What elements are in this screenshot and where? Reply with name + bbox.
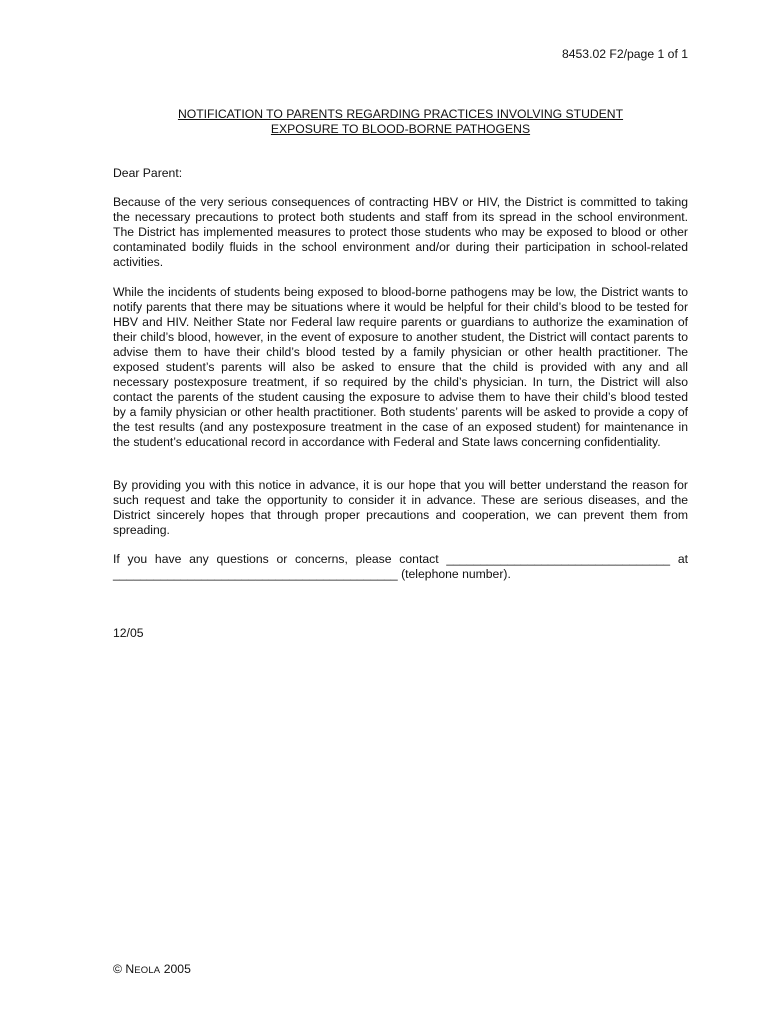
paragraph-3: By providing you with this notice in advance, it is our hope that you will better understand the reason for such request and take the opportunity to consider it in advance. These are serious diseases, and the District sincerely hopes that through proper precautions and cooperation, we can prevent them from spreading. (113, 478, 688, 537)
brand-rest: EOLA (134, 965, 161, 976)
salutation: Dear Parent: (113, 166, 183, 180)
copyright-footer (113, 962, 191, 976)
contact-paragraph (113, 552, 688, 582)
revision-date: 12/05 (113, 626, 144, 640)
brand-first-letter: N (125, 962, 135, 976)
title-line-1: NOTIFICATION TO PARENTS REGARDING PRACTICES INVOLVING STUDENT (177, 107, 624, 121)
copyright-symbol: © (113, 962, 122, 976)
title-line-2: EXPOSURE TO BLOOD-BORNE PATHOGENS (270, 122, 531, 136)
page-reference: 8453.02 F2/page 1 of 1 (561, 47, 688, 61)
paragraph-2: While the incidents of students being exposed to blood-borne pathogens may be low, the District wants to notify parents that there may be situations where it would be helpful for their child’s blood to be tested for HBV and HIV. Neither State nor Federal law require parents or guardians to authorize the examination of their child’s blood, however, in the event of exposure to another student, the District will contact parents to advise them to have their child’s blood tested by a family physician or other health practitioner. The exposed student’s parents will also be asked to ensure that the child is provided with any and all necessary postexposure treatment, if so required by the child’s physician. In turn, the District will also contact the parents of the student causing the exposure to advise them to have their child’s blood tested by a family physician or other health practitioner. Both students’ parents will be asked to provide a copy of the test results (and any postexposure treatment in the case of an exposed student) for maintenance in the student’s educational record in accordance with Federal and State laws concerning confidentiality. (113, 285, 688, 449)
document-title (113, 107, 688, 137)
phone-blank: __________________________________________ (113, 567, 398, 581)
phone-suffix: (telephone number). (401, 567, 511, 581)
paragraph-1: Because of the very serious consequences of contracting HBV or HIV, the District is committed to taking the necessary precautions to protect both students and staff from its spread in the school environment. The District has implemented measures to protect those students who may be exposed to blood or other contaminated bodily fluids in the school environment and/or during their participation in school-related activities. (113, 195, 688, 269)
contact-name-blank: _________________________________ (446, 552, 671, 566)
contact-at: at (677, 552, 688, 566)
contact-prefix: If you have any questions or concerns, please contact (113, 552, 439, 566)
copyright-year: 2005 (163, 962, 191, 976)
